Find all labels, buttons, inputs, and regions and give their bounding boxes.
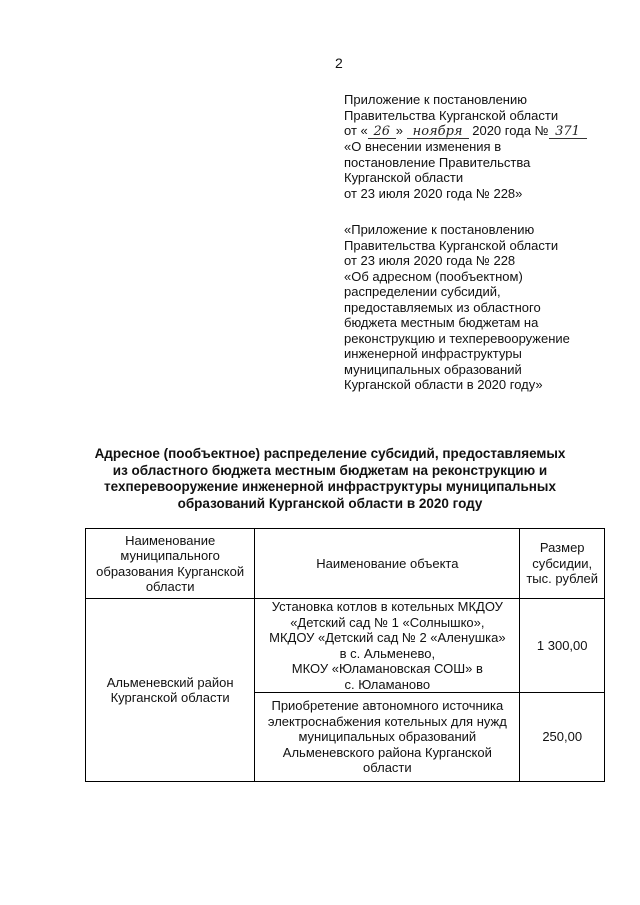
- date-year: 2020 года №: [472, 123, 549, 138]
- table-header-row: [86, 529, 605, 599]
- title-line: образований Курганской области в 2020 году: [177, 495, 483, 511]
- date-prefix: от «: [344, 123, 368, 138]
- appendix-original-line: от 23 июля 2020 года № 228: [344, 253, 516, 268]
- appendix-line: постановление Правительства: [344, 154, 531, 170]
- subsidies-table: [85, 528, 605, 782]
- title-line: из областного бюджета местным бюджетам на реконструкцию и: [112, 462, 548, 478]
- municipality-cell: Альменевский район Курганской области: [86, 599, 255, 782]
- document-title: [70, 446, 590, 512]
- appendix-line: Правительства Курганской области: [344, 107, 559, 123]
- appendix-original: [344, 222, 624, 393]
- appendix-line: «О внесении изменения в: [344, 139, 502, 154]
- amount-cell: 1 300,00: [520, 599, 605, 693]
- title-line: Адресное (пообъектное) распределение субсидий, предоставляемых: [94, 446, 566, 461]
- appendix-original-line: инженерной инфраструктуры: [344, 346, 522, 361]
- appendix-original-line: «Приложение к постановлению: [344, 222, 535, 237]
- appendix-line: Приложение к постановлению: [344, 92, 527, 107]
- header-amount: Размер субсидии, тыс. рублей: [520, 529, 605, 599]
- appendix-original-line: «Об адресном (пообъектном): [344, 268, 523, 284]
- handwritten-day: 26: [368, 126, 396, 139]
- appendix-original-line: Курганской области в 2020 году»: [344, 377, 543, 392]
- appendix-line: Курганской области: [344, 170, 464, 185]
- page-number: 2: [335, 55, 343, 71]
- header-object: Наименование объекта: [255, 529, 520, 599]
- handwritten-number: 371: [549, 126, 587, 139]
- appendix-header: [344, 92, 624, 201]
- title-line: техперевооружение инженерной инфраструктуры муниципальных: [104, 479, 556, 494]
- appendix-original-line: бюджета местным бюджетам на: [344, 315, 539, 330]
- object-cell: Приобретение автономного источника электроснабжения котельных для нужд муниципальных образований Альменевского района Курганской области: [255, 693, 520, 782]
- appendix-original-line: муниципальных образований: [344, 361, 522, 377]
- object-cell: Установка котлов в котельных МКДОУ «Детский сад № 1 «Солнышко», МКДОУ «Детский сад № 2 «Аленушка» в с. Альменево, МКОУ «Юламановская СОШ» в с. Юламаново: [255, 599, 520, 693]
- amount-cell: 250,00: [520, 693, 605, 782]
- handwritten-month: ноября: [407, 126, 469, 139]
- appendix-original-line: предоставляемых из областного: [344, 299, 541, 315]
- appendix-date-line: [344, 123, 624, 139]
- date-mid: »: [395, 123, 403, 138]
- table-row: [86, 599, 605, 693]
- appendix-original-line: распределении субсидий,: [344, 284, 501, 299]
- appendix-original-line: Правительства Курганской области: [344, 237, 559, 253]
- appendix-original-line: реконструкцию и техперевооружение: [344, 330, 570, 346]
- header-municipality: Наименование муниципального образования Курганской области: [86, 529, 255, 599]
- appendix-line: от 23 июля 2020 года № 228»: [344, 185, 523, 201]
